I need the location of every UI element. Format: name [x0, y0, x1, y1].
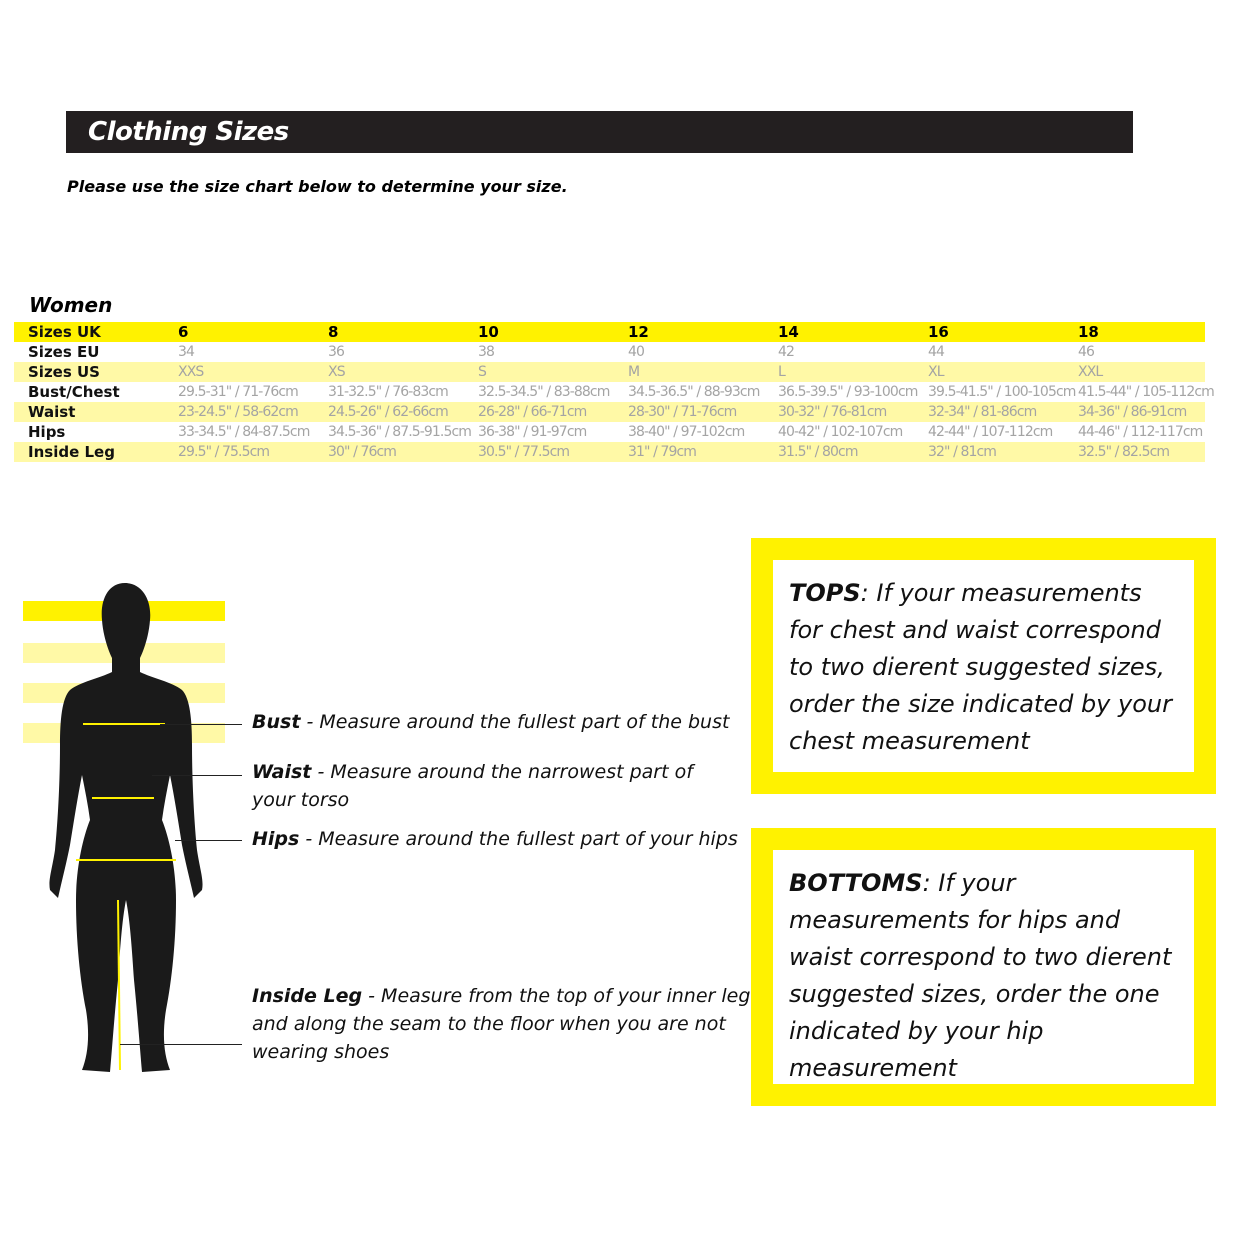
bust-callout-line — [160, 724, 242, 725]
title-banner — [66, 111, 1133, 153]
tops-tip-box — [751, 538, 1216, 794]
table-cell: 12 — [628, 323, 649, 341]
table-cell: 6 — [178, 323, 189, 341]
table-cell: 18 — [1078, 323, 1099, 341]
table-cell: 24.5-26" / 62-66cm — [328, 404, 448, 420]
waist-callout-line — [152, 775, 242, 776]
table-cell: 32.5-34.5" / 83-88cm — [478, 384, 610, 400]
table-cell: XL — [928, 364, 944, 380]
table-cell: 26-28" / 66-71cm — [478, 404, 587, 420]
table-cell: 28-30" / 71-76cm — [628, 404, 737, 420]
table-cell: M — [628, 364, 640, 380]
table-cell: XS — [328, 364, 345, 380]
table-cell: 38-40" / 97-102cm — [628, 424, 745, 440]
table-cell: 36.5-39.5" / 93-100cm — [778, 384, 918, 400]
page-title: Clothing Sizes — [88, 117, 289, 147]
table-row — [14, 402, 1205, 422]
table-cell: 46 — [1078, 344, 1095, 360]
table-cell: 31" / 79cm — [628, 444, 697, 460]
table-cell: 38 — [478, 344, 495, 360]
table-cell: 44 — [928, 344, 945, 360]
waist-instruction: Waist - Measure around the narrowest part of your torso — [252, 761, 693, 811]
page-subtitle: Please use the size chart below to determine your size. — [67, 177, 568, 196]
table-cell: 30.5" / 77.5cm — [478, 444, 570, 460]
table-cell: 16 — [928, 323, 949, 341]
bottoms-tip-box — [751, 828, 1216, 1106]
table-cell: 42-44" / 107-112cm — [928, 424, 1053, 440]
inside-leg-instruction: Inside Leg - Measure from the top of your inner leg and along the seam to the floor when you are not wearing shoes — [252, 985, 751, 1063]
table-row — [14, 382, 1214, 402]
table-cell: 30-32" / 76-81cm — [778, 404, 887, 420]
table-cell: 42 — [778, 344, 795, 360]
table-row — [14, 342, 1205, 362]
table-row — [14, 322, 1205, 342]
table-cell: 40 — [628, 344, 645, 360]
table-cell: 33-34.5" / 84-87.5cm — [178, 424, 310, 440]
hips-instruction: Hips - Measure around the fullest part of your hips — [252, 828, 738, 850]
table-cell: 30" / 76cm — [328, 444, 397, 460]
table-cell: 31-32.5" / 76-83cm — [328, 384, 448, 400]
table-cell: 32" / 81cm — [928, 444, 997, 460]
table-cell: 31.5" / 80cm — [778, 444, 858, 460]
tops-tip-text: TOPS: If your measurements for chest and waist correspond to two dierent suggested sizes, order the size indicated by your chest measurement — [789, 579, 1172, 755]
table-row — [14, 362, 1205, 382]
table-cell: 8 — [328, 323, 339, 341]
row-label: Sizes US — [28, 363, 100, 381]
row-label: Sizes UK — [28, 323, 101, 341]
row-label: Hips — [28, 423, 66, 441]
table-cell: 44-46" / 112-117cm — [1078, 424, 1203, 440]
table-cell: 36-38" / 91-97cm — [478, 424, 587, 440]
hips-callout-line — [175, 840, 242, 841]
table-cell: XXL — [1078, 364, 1103, 380]
table-cell: 41.5-44" / 105-112cm — [1078, 384, 1214, 400]
table-cell: 34.5-36" / 87.5-91.5cm — [328, 424, 472, 440]
table-cell: 36 — [328, 344, 345, 360]
row-label: Waist — [28, 403, 76, 421]
table-cell: 29.5" / 75.5cm — [178, 444, 270, 460]
row-label: Inside Leg — [28, 443, 115, 461]
table-cell: 32-34" / 81-86cm — [928, 404, 1037, 420]
table-cell: S — [478, 364, 486, 380]
inside-leg-callout-line — [120, 1044, 242, 1045]
section-label-women: Women — [29, 293, 113, 317]
table-row — [14, 422, 1205, 442]
table-cell: L — [778, 364, 785, 380]
table-cell: 39.5-41.5" / 100-105cm — [928, 384, 1076, 400]
table-cell: 40-42" / 102-107cm — [778, 424, 903, 440]
table-cell: 32.5" / 82.5cm — [1078, 444, 1170, 460]
table-row — [14, 442, 1205, 462]
table-cell: 29.5-31" / 71-76cm — [178, 384, 298, 400]
table-cell: XXS — [178, 364, 204, 380]
row-label: Sizes EU — [28, 343, 100, 361]
bust-instruction: Bust - Measure around the fullest part of the bust — [252, 711, 730, 733]
row-label: Bust/Chest — [28, 383, 120, 401]
body-silhouette-icon — [30, 580, 230, 1080]
table-cell: 23-24.5" / 58-62cm — [178, 404, 298, 420]
table-cell: 14 — [778, 323, 799, 341]
table-cell: 34 — [178, 344, 195, 360]
table-cell: 34.5-36.5" / 88-93cm — [628, 384, 760, 400]
table-cell: 10 — [478, 323, 499, 341]
bottoms-tip-text: BOTTOMS: If your measurements for hips and waist correspond to two dierent suggested sizes, order the one indicated by your hip measurement — [789, 869, 1172, 1082]
table-cell: 34-36" / 86-91cm — [1078, 404, 1187, 420]
size-chart-table — [14, 322, 1214, 462]
